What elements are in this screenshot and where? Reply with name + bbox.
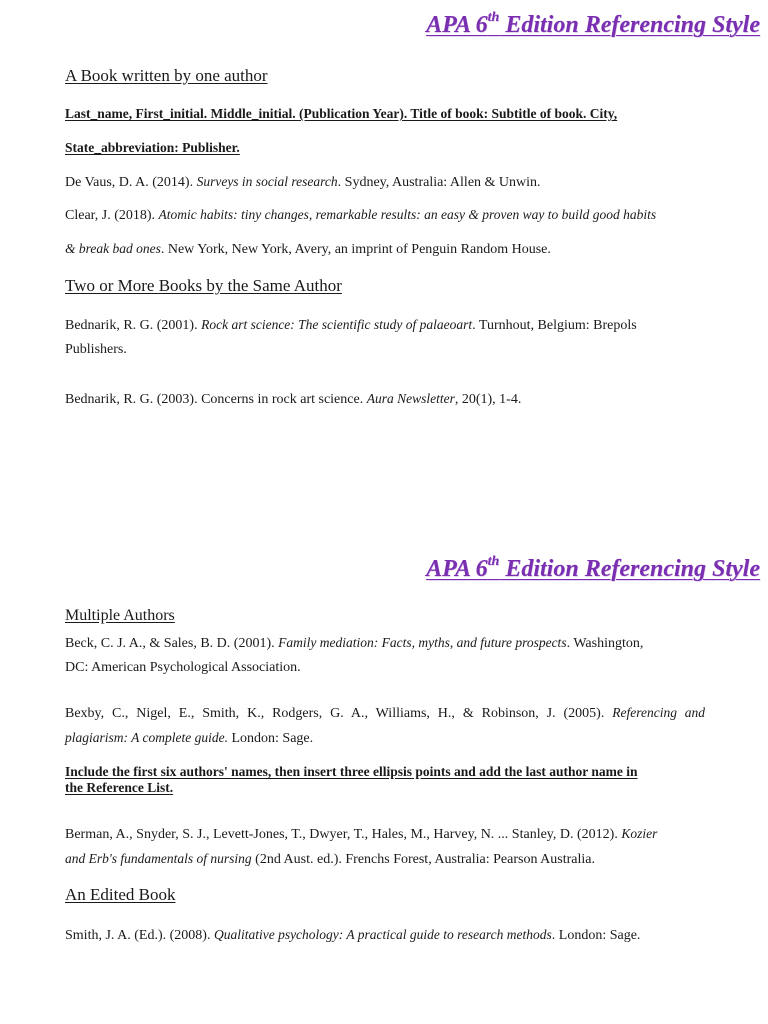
- format-template-line-2: State_abbreviation: Publisher.: [65, 140, 240, 155]
- reference-beck-line-1: Beck, C. J. A., & Sales, B. D. (2001). Family mediation: Facts, myths, and future prospects. Washington,: [65, 635, 644, 651]
- reference-beck-line-2: DC: American Psychological Association.: [65, 660, 301, 675]
- heading-one-author: A Book written by one author: [65, 66, 268, 85]
- heading-edited-book: An Edited Book: [65, 885, 176, 904]
- reference-bexby-line-2: plagiarism: A complete guide. London: Sage.: [65, 730, 314, 746]
- reference-smith: Smith, J. A. (Ed.). (2008). Qualitative psychology: A practical guide to research methods. London: Sage.: [65, 927, 641, 943]
- reference-berman-line-2: and Erb's fundamentals of nursing (2nd Aust. ed.). Frenchs Forest, Australia: Pearson Australia.: [65, 851, 595, 867]
- heading-same-author: Two or More Books by the Same Author: [65, 276, 342, 295]
- reference-bednarik-2001-line-1: Bednarik, R. G. (2001). Rock art science: The scientific study of palaeoart. Turnhout, Belgium: Brepols: [65, 317, 637, 333]
- format-template-line-1: Last_name, First_initial. Middle_initial. (Publication Year). Title of book: Subtitle of book. City,: [65, 106, 618, 121]
- reference-bednarik-2003: Bednarik, R. G. (2003). Concerns in rock art science. Aura Newsletter, 20(1), 1-4.: [65, 391, 522, 407]
- reference-bexby-line-1: Bexby, C., Nigel, E., Smith, K., Rodgers, G. A., Williams, H., & Robinson, J. (2005). Referencing and: [65, 705, 705, 721]
- reference-bednarik-2001-line-2: Publishers.: [65, 342, 127, 357]
- authors-rule-line-1: Include the first six authors' names, then insert three ellipsis points and add the last author name in: [65, 764, 638, 779]
- reference-clear-line-1: Clear, J. (2018). Atomic habits: tiny changes, remarkable results: an easy & proven way to build good habits: [65, 207, 657, 223]
- reference-berman-line-1: Berman, A., Snyder, S. J., Levett-Jones, T., Dwyer, T., Hales, M., Harvey, N. ... Stanley, D. (2012). Kozier: [65, 826, 658, 842]
- reference-clear-line-2: & break bad ones. New York, New York, Avery, an imprint of Penguin Random House.: [65, 241, 551, 257]
- page-title-top: APA 6th Edition Referencing Style: [426, 10, 760, 38]
- heading-multiple-authors: Multiple Authors: [65, 607, 175, 624]
- page-title-middle: APA 6th Edition Referencing Style: [426, 554, 760, 582]
- reference-de-vaus: De Vaus, D. A. (2014). Surveys in social research. Sydney, Australia: Allen & Unwin.: [65, 174, 541, 190]
- authors-rule-line-2: the Reference List.: [65, 780, 174, 795]
